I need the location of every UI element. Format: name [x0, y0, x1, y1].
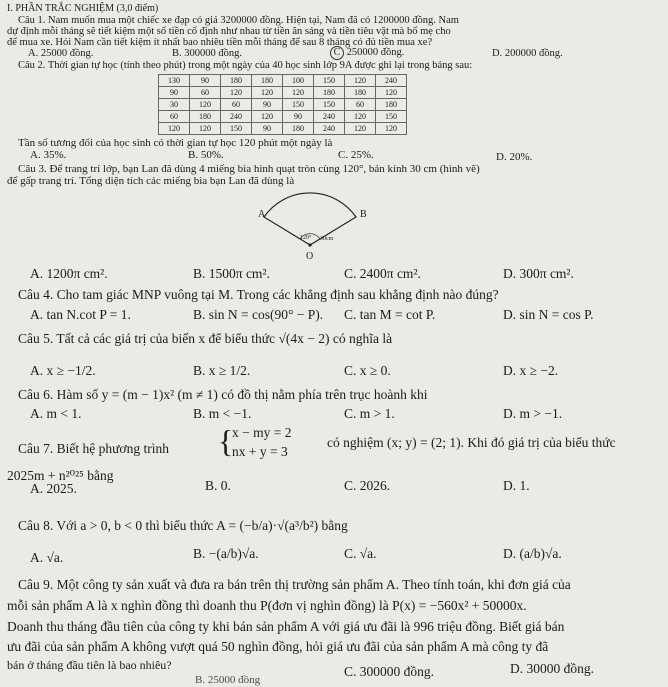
table-cell: 150	[314, 99, 345, 111]
table-cell: 130	[159, 75, 190, 87]
q8-option-d: D. (a/b)√a.	[503, 546, 562, 561]
q5-option-d: D. x ≥ −2.	[503, 363, 559, 378]
table-cell: 120	[190, 123, 221, 135]
q3-option-a: A. 1200π cm².	[30, 266, 108, 281]
q1-option-c: C 250000 đồng.	[330, 46, 404, 60]
q9-line3: Doanh thu tháng đầu tiên của công ty khi bán sản phẩm A với giá ưu đãi là 996 triệu đồng. Biết giá bán	[7, 619, 565, 634]
table-cell: 120	[252, 87, 283, 99]
q7-rest: có nghiệm (x; y) = (2; 1). Khi đó giá trị của biểu thức	[327, 435, 616, 450]
q4-option-b: B. sin N = cos(90° − P).	[193, 307, 324, 322]
study-time-table	[158, 74, 407, 135]
q7-eq2: nx + y = 3	[232, 444, 288, 459]
q5-option-a: A. x ≥ −1/2.	[30, 363, 96, 378]
table-cell: 60	[345, 99, 376, 111]
q6-option-d: D. m > −1.	[503, 406, 563, 421]
q3-option-c: C. 2400π cm².	[344, 266, 421, 281]
q6-option-c: C. m > 1.	[344, 406, 395, 421]
q9-line4: ưu đãi của sản phẩm A không vượt quá 50 nghìn đồng, hỏi giá ưu đãi của sản phẩm A mà công ty đã	[7, 639, 549, 654]
table-cell: 180	[376, 99, 407, 111]
table-cell: 120	[252, 111, 283, 123]
section-title: I. PHẦN TRẮC NGHIỆM (3,0 điểm)	[7, 3, 159, 14]
q7-brace: {	[218, 423, 234, 459]
table-cell: 120	[376, 123, 407, 135]
q8-option-c: C. √a.	[344, 546, 377, 561]
table-cell: 180	[190, 111, 221, 123]
q1-line1: Câu 1. Nam muốn mua một chiếc xe đạp có giá 3200000 đồng. Hiện tại, Nam đã có 1200000 đồng. Nam	[18, 15, 459, 26]
q1-option-d: D. 200000 đồng.	[492, 48, 563, 59]
q8-line1: Câu 8. Với a > 0, b < 0 thì biểu thức A = (−b/a)·√(a³/b²) bằng	[18, 518, 348, 533]
table-cell: 60	[190, 87, 221, 99]
q2-option-d: D. 20%.	[496, 151, 533, 163]
table-cell: 180	[283, 123, 314, 135]
table-cell: 120	[159, 123, 190, 135]
table-cell: 180	[221, 75, 252, 87]
table-cell: 120	[190, 99, 221, 111]
table-cell: 90	[190, 75, 221, 87]
table-cell: 30	[159, 99, 190, 111]
q7-option-b: B. 0.	[205, 478, 231, 493]
q7-eq1: x − my = 2	[232, 425, 292, 440]
table-cell: 150	[221, 123, 252, 135]
table-cell: 150	[283, 99, 314, 111]
q5-option-c: C. x ≥ 0.	[344, 363, 391, 378]
table-cell: 120	[345, 111, 376, 123]
fig-label-o: O	[306, 251, 314, 262]
fig-label-a: A	[258, 209, 266, 220]
q9-line1: Câu 9. Một công ty sản xuất và đưa ra bán trên thị trường sản phẩm A. Theo tính toán, khi đơn giá của	[18, 577, 571, 592]
table-cell: 100	[283, 75, 314, 87]
table-cell: 90	[159, 87, 190, 99]
table-cell: 90	[252, 99, 283, 111]
table-row	[159, 111, 407, 123]
table-row	[159, 75, 407, 87]
table-cell: 90	[283, 111, 314, 123]
table-cell: 240	[221, 111, 252, 123]
table-cell: 120	[283, 87, 314, 99]
q3-line1: Câu 3. Để trang trí lớp, bạn Lan đã dùng 4 miếng bìa hình quạt tròn cùng 120°, bán kính 30 cm (hình vẽ)	[18, 163, 480, 175]
q8-option-b: B. −(a/b)√a.	[193, 546, 259, 561]
q6-line1: Câu 6. Hàm số y = (m − 1)x² (m ≠ 1) có đồ thị nằm phía trên trục hoành khi	[18, 387, 428, 402]
q2-option-b: B. 50%.	[188, 149, 224, 161]
q9-option-c: C. 300000 đồng.	[344, 664, 435, 679]
q8-option-a: A. √a.	[30, 550, 64, 565]
q9-line2: mỗi sản phẩm A là x nghìn đồng thì doanh thu P(đơn vị nghìn đồng) là P(x) = −560x² + 50000x.	[7, 598, 527, 613]
table-cell: 120	[345, 75, 376, 87]
q9-option-d: D. 30000 đồng.	[510, 661, 594, 676]
q3-option-b: B. 1500π cm².	[193, 266, 270, 281]
table-cell: 120	[221, 87, 252, 99]
table-cell: 150	[376, 111, 407, 123]
q4-option-d: D. sin N = cos P.	[503, 307, 594, 322]
table-cell: 60	[221, 99, 252, 111]
q9-option-b: B. 25000 đồng	[195, 674, 261, 686]
fig-label-angle: 120°	[300, 235, 312, 241]
q6-option-b: B. m < −1.	[193, 406, 252, 421]
table-cell: 240	[314, 123, 345, 135]
q2-line2: Tần số tương đối của học sinh có thời gian tự học 120 phút một ngày là	[18, 137, 333, 149]
table-cell: 120	[345, 123, 376, 135]
q4-line1: Câu 4. Cho tam giác MNP vuông tại M. Trong các khẳng định sau khẳng định nào đúng?	[18, 287, 499, 302]
q9-line5: bán ở tháng đầu tiên là bao nhiêu?	[7, 658, 172, 672]
q4-option-c: C. tan M = cot P.	[344, 307, 436, 322]
table-row	[159, 87, 407, 99]
table-cell: 180	[345, 87, 376, 99]
q4-option-a: A. tan N.cot P = 1.	[30, 307, 131, 322]
q1-option-b: B. 300000 đồng.	[172, 48, 243, 59]
table-cell: 60	[159, 111, 190, 123]
q6-option-a: A. m < 1.	[30, 406, 82, 421]
table-cell: 240	[376, 75, 407, 87]
q1-line2: dự định mỗi tháng sẽ tiết kiệm một số tiền cố định như nhau từ tiền ăn sáng và tiền tiêu vặt mà bố mẹ cho	[7, 26, 451, 37]
q7-intro: Câu 7. Biết hệ phương trình	[18, 441, 169, 456]
fig-label-radius: 30cm	[320, 236, 334, 242]
q5-line1: Câu 5. Tất cả các giá trị của biến x để biểu thức √(4x − 2) có nghĩa là	[18, 331, 393, 346]
fig-label-b: B	[360, 209, 367, 220]
q3-option-d: D. 300π cm².	[503, 266, 574, 281]
table-cell: 120	[376, 87, 407, 99]
q1-option-a: A. 25000 đồng.	[28, 48, 94, 59]
q2-line1: Câu 2. Thời gian tự học (tính theo phút) trong một ngày của 40 học sinh lớp 9A được ghi lại trong bảng sau:	[18, 60, 473, 71]
circled-answer-mark: C	[330, 46, 344, 60]
q5-option-b: B. x ≥ 1/2.	[193, 363, 251, 378]
q2-option-c: C. 25%.	[338, 149, 374, 161]
q7-option-d: D. 1.	[503, 478, 530, 493]
q7-option-a: A. 2025.	[30, 481, 77, 496]
table-cell: 240	[314, 111, 345, 123]
table-row	[159, 99, 407, 111]
table-row	[159, 123, 407, 135]
table-cell: 180	[252, 75, 283, 87]
q3-line2: để gấp trang trí. Tổng diện tích các miếng bìa bạn Lan đã dùng là	[7, 175, 295, 187]
table-cell: 150	[314, 75, 345, 87]
q7-option-c: C. 2026.	[344, 478, 391, 493]
q1-line3: để mua xe. Hỏi Nam cần tiết kiệm ít nhất bao nhiêu tiền mỗi tháng để sau 8 tháng có đủ tiền mua xe?	[7, 37, 433, 48]
q7-line2: 2025m + n²⁰²⁵ bằng	[7, 468, 114, 483]
q2-option-a: A. 35%.	[30, 149, 67, 161]
table-cell: 90	[252, 123, 283, 135]
table-cell: 180	[314, 87, 345, 99]
